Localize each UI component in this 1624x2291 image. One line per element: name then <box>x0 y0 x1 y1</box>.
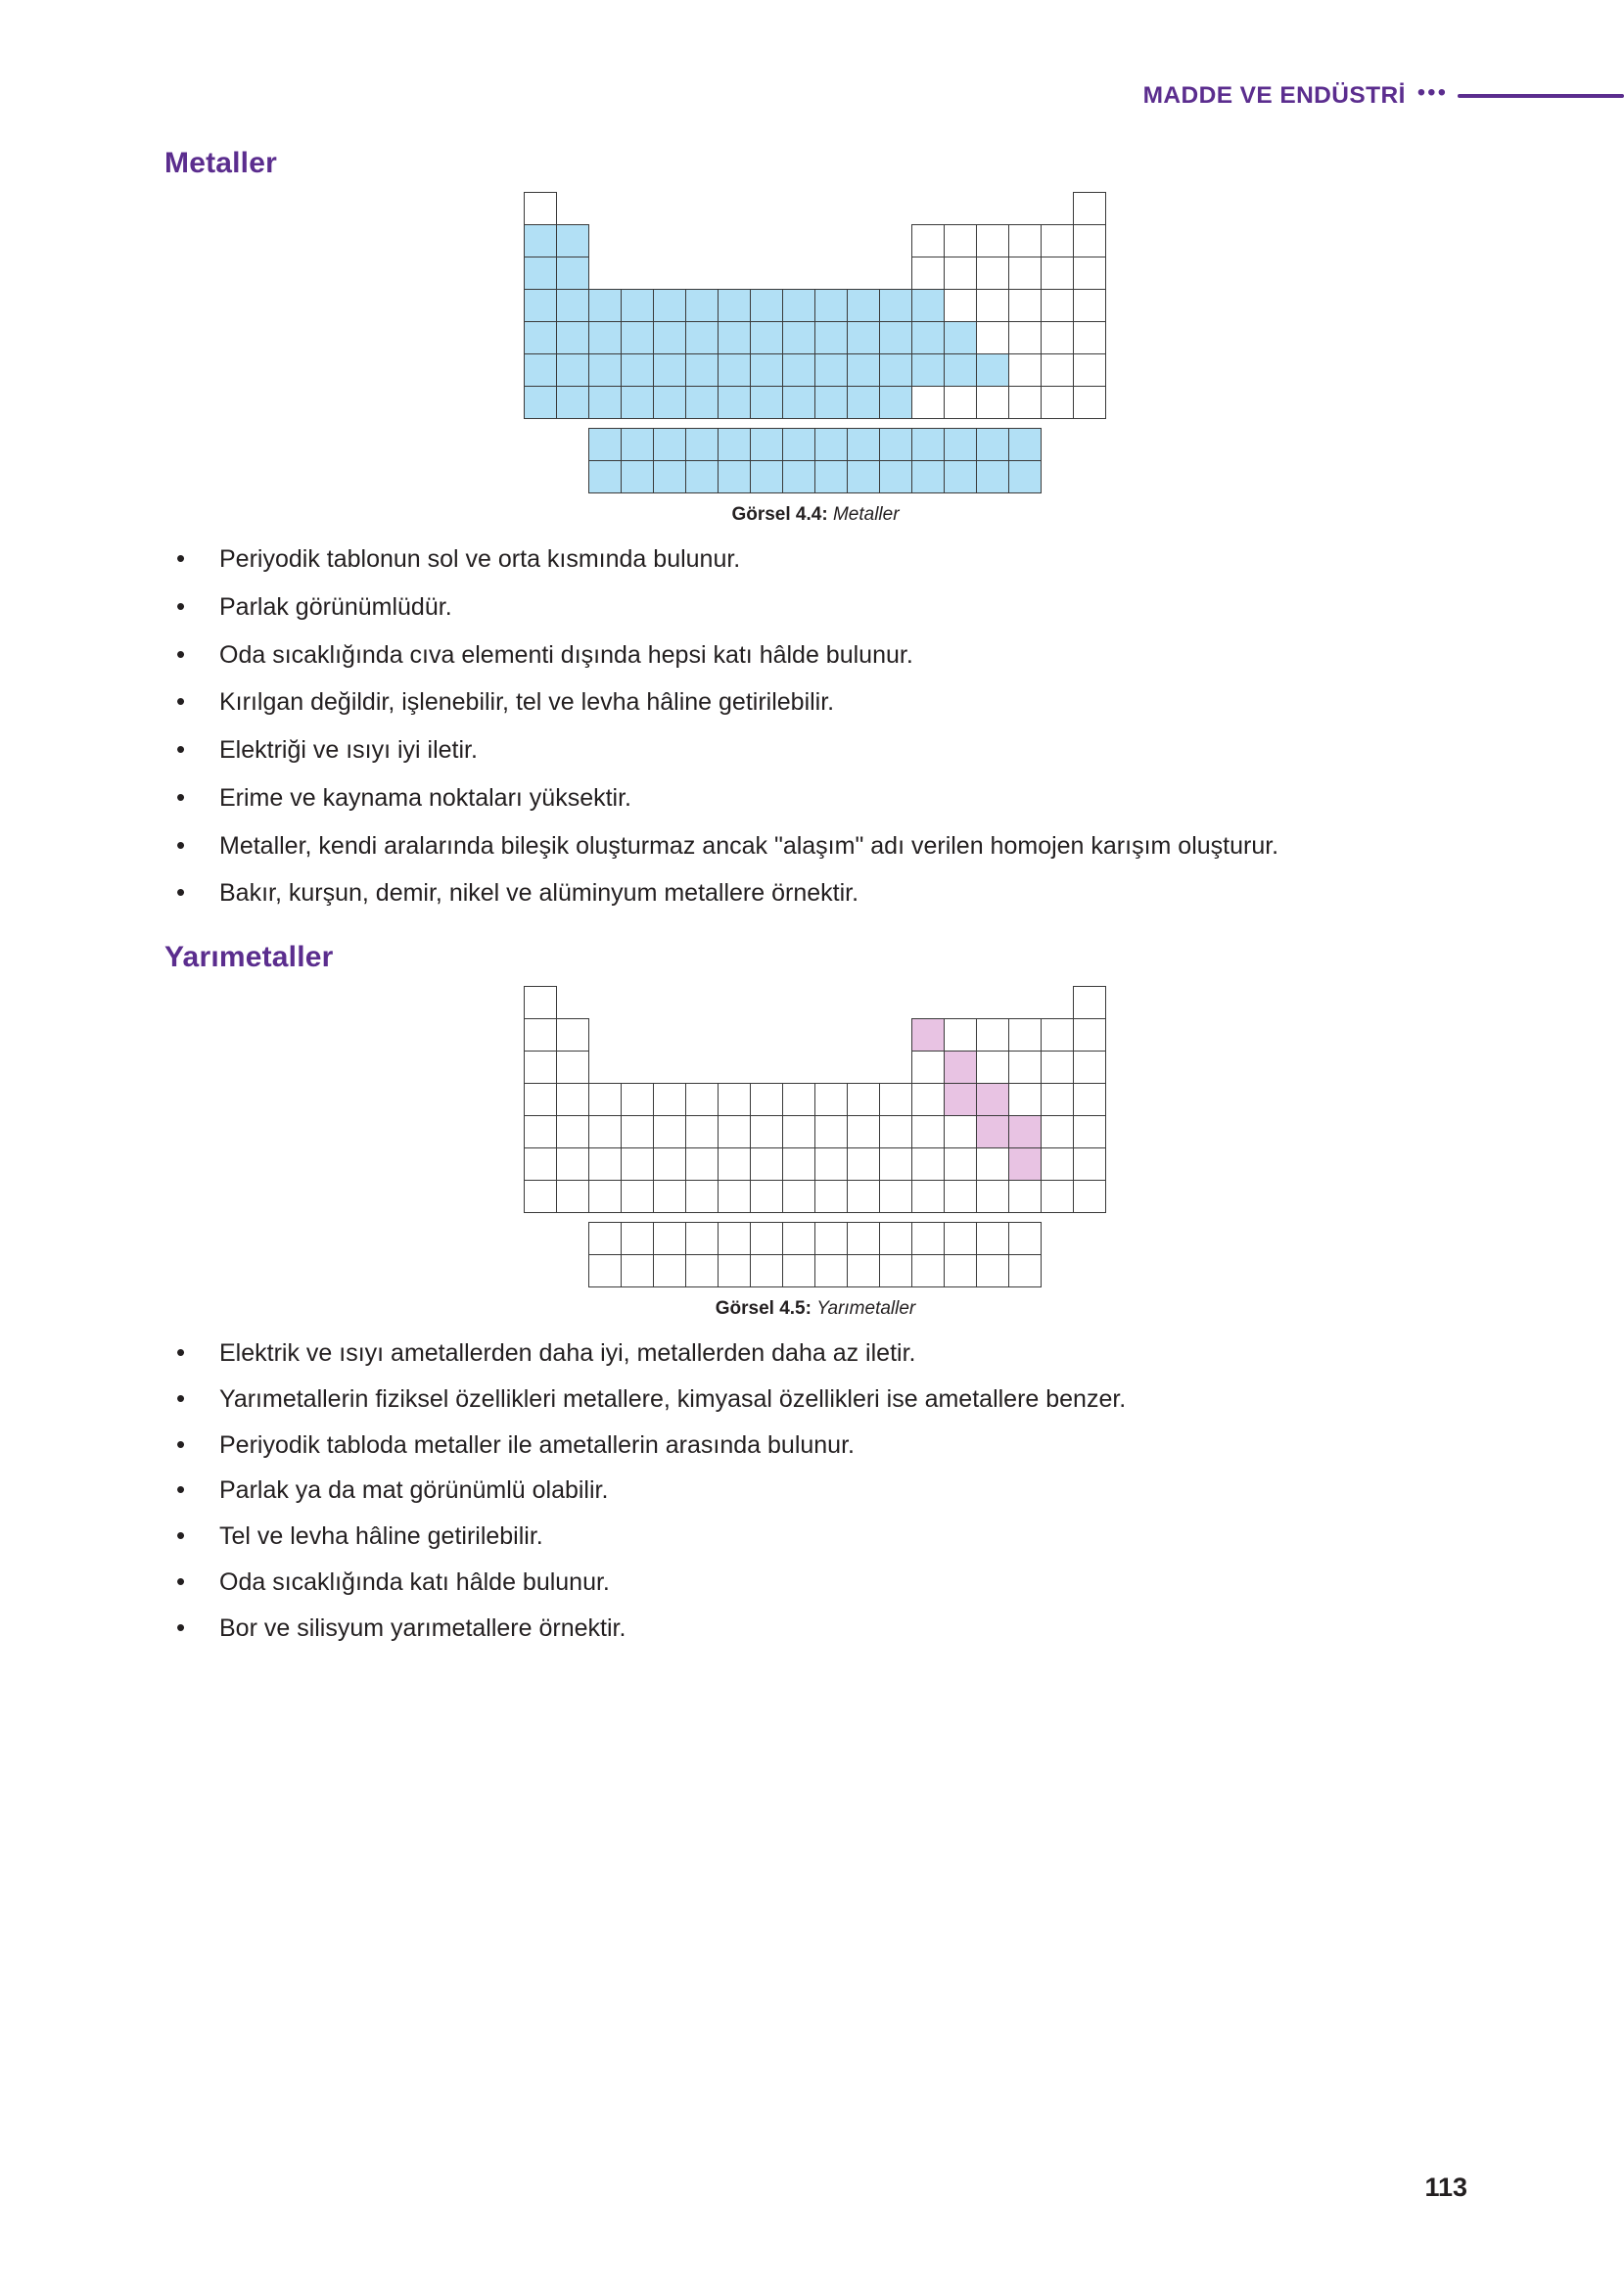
periodic-cell <box>556 353 589 387</box>
periodic-cell-fblock <box>750 460 783 493</box>
list-item: • Parlak görünümlüdür. <box>164 587 1466 628</box>
header-title: MADDE VE ENDÜSTRİ <box>1142 82 1406 109</box>
periodic-cell <box>944 1147 977 1181</box>
periodic-cell <box>621 1180 654 1213</box>
periodic-cell <box>556 289 589 322</box>
periodic-cell <box>814 386 848 419</box>
list-item: • Parlak ya da mat görünümlü olabilir. <box>164 1471 1466 1511</box>
periodic-cell <box>847 1115 880 1148</box>
periodic-cell <box>847 386 880 419</box>
periodic-cell <box>1073 1083 1106 1116</box>
periodic-cell <box>911 1051 945 1084</box>
periodic-cell-fblock <box>879 428 912 461</box>
periodic-cell <box>1008 1083 1042 1116</box>
periodic-cell <box>685 1147 719 1181</box>
periodic-cell-fblock <box>847 1254 880 1287</box>
periodic-cell <box>911 353 945 387</box>
periodic-cell <box>847 1147 880 1181</box>
periodic-cell <box>588 386 622 419</box>
figure-metaller <box>164 192 1466 526</box>
periodic-cell-fblock <box>718 460 751 493</box>
periodic-cell <box>524 192 557 225</box>
periodic-cell <box>1008 321 1042 354</box>
periodic-cell <box>782 1115 815 1148</box>
periodic-cell <box>1008 224 1042 257</box>
periodic-cell <box>976 1051 1009 1084</box>
periodic-cell-fblock <box>944 1254 977 1287</box>
periodic-cell <box>911 386 945 419</box>
periodic-cell <box>718 353 751 387</box>
periodic-cell <box>814 1115 848 1148</box>
periodic-cell <box>944 1115 977 1148</box>
periodic-cell-fblock <box>944 1222 977 1255</box>
periodic-cell <box>524 1147 557 1181</box>
list-item: • Elektrik ve ısıyı ametallerden daha iyi, metallerden daha az iletir. <box>164 1333 1466 1374</box>
periodic-cell <box>524 1083 557 1116</box>
periodic-cell <box>750 386 783 419</box>
periodic-cell <box>911 289 945 322</box>
periodic-cell <box>524 1018 557 1052</box>
periodic-cell-fblock <box>782 1254 815 1287</box>
periodic-cell <box>1008 1018 1042 1052</box>
periodic-cell <box>653 353 686 387</box>
periodic-cell <box>847 1083 880 1116</box>
periodic-cell-fblock <box>588 428 622 461</box>
periodic-cell <box>588 1180 622 1213</box>
periodic-cell-fblock <box>718 428 751 461</box>
periodic-cell <box>1041 257 1074 290</box>
periodic-cell-fblock <box>621 1254 654 1287</box>
list-item: • Kırılgan değildir, işlenebilir, tel ve levha hâline getirilebilir. <box>164 682 1466 723</box>
periodic-cell <box>653 1180 686 1213</box>
periodic-cell <box>976 1018 1009 1052</box>
periodic-cell <box>685 386 719 419</box>
periodic-cell <box>814 289 848 322</box>
periodic-cell <box>976 1115 1009 1148</box>
list-item: • Oda sıcaklığında katı hâlde bulunur. <box>164 1563 1466 1603</box>
periodic-cell-fblock <box>944 460 977 493</box>
figure-caption-4-4 <box>731 504 899 526</box>
periodic-cell <box>556 1051 589 1084</box>
periodic-cell <box>653 1083 686 1116</box>
figure-caption-text: Metaller <box>832 504 900 525</box>
periodic-cell <box>1041 289 1074 322</box>
periodic-cell <box>718 1180 751 1213</box>
periodic-cell <box>911 224 945 257</box>
periodic-cell-fblock <box>621 1222 654 1255</box>
periodic-cell-fblock <box>1008 1222 1042 1255</box>
list-item: • Bor ve silisyum yarımetallere örnektir. <box>164 1609 1466 1649</box>
periodic-cell-fblock <box>588 1222 622 1255</box>
periodic-cell <box>653 289 686 322</box>
section-title-metaller: Metaller <box>164 147 277 179</box>
periodic-cell-fblock <box>750 1222 783 1255</box>
periodic-cell <box>718 386 751 419</box>
periodic-cell <box>976 289 1009 322</box>
periodic-cell-fblock <box>621 460 654 493</box>
periodic-cell <box>588 1083 622 1116</box>
periodic-cell <box>944 386 977 419</box>
periodic-cell-fblock <box>976 460 1009 493</box>
list-item: • Periyodik tablonun sol ve orta kısmında bulunur. <box>164 539 1466 580</box>
periodic-cell <box>556 257 589 290</box>
periodic-table-metals <box>524 192 1107 494</box>
periodic-cell <box>588 289 622 322</box>
periodic-cell <box>524 289 557 322</box>
periodic-cell-fblock <box>588 1254 622 1287</box>
periodic-cell <box>718 1115 751 1148</box>
figure-caption-4-5 <box>716 1298 916 1320</box>
periodic-cell <box>718 1147 751 1181</box>
periodic-cell <box>976 224 1009 257</box>
periodic-cell <box>718 289 751 322</box>
list-item: • Tel ve levha hâline getirilebilir. <box>164 1517 1466 1557</box>
periodic-cell <box>588 321 622 354</box>
periodic-cell <box>653 1147 686 1181</box>
periodic-cell <box>1073 257 1106 290</box>
periodic-cell <box>944 1083 977 1116</box>
periodic-table-semimetals <box>524 986 1107 1288</box>
periodic-cell-fblock <box>847 1222 880 1255</box>
periodic-cell-fblock <box>685 428 719 461</box>
periodic-cell <box>524 1115 557 1148</box>
periodic-cell-fblock <box>782 460 815 493</box>
section-title-yarimetaller: Yarımetaller <box>164 941 334 973</box>
list-item: • Metaller, kendi aralarında bileşik oluşturmaz ancak "alaşım" adı verilen homojen karışım oluşturur. <box>164 826 1466 866</box>
periodic-cell-fblock <box>911 1254 945 1287</box>
periodic-cell <box>944 1018 977 1052</box>
periodic-cell <box>782 289 815 322</box>
periodic-cell-fblock <box>911 1222 945 1255</box>
periodic-cell <box>750 1180 783 1213</box>
periodic-cell-fblock <box>718 1254 751 1287</box>
page-number: 113 <box>1424 2173 1467 2202</box>
periodic-cell <box>1073 1115 1106 1148</box>
periodic-cell-fblock <box>847 428 880 461</box>
periodic-cell <box>879 1115 912 1148</box>
figure-yarimetaller <box>164 986 1466 1320</box>
periodic-cell-fblock <box>879 460 912 493</box>
periodic-cell-fblock <box>621 428 654 461</box>
periodic-cell <box>685 353 719 387</box>
periodic-cell <box>911 1115 945 1148</box>
periodic-cell <box>911 1147 945 1181</box>
periodic-cell <box>879 386 912 419</box>
periodic-cell <box>524 224 557 257</box>
periodic-cell <box>524 321 557 354</box>
periodic-cell <box>879 321 912 354</box>
periodic-cell <box>621 321 654 354</box>
periodic-cell <box>1041 1180 1074 1213</box>
periodic-cell <box>718 1083 751 1116</box>
header-rule-divider <box>1458 94 1624 98</box>
bullet-list-yarimetaller <box>164 1333 1466 1648</box>
periodic-cell <box>556 386 589 419</box>
periodic-cell <box>976 257 1009 290</box>
periodic-cell <box>782 321 815 354</box>
periodic-cell <box>944 224 977 257</box>
periodic-cell <box>1073 1051 1106 1084</box>
periodic-cell <box>750 289 783 322</box>
figure-caption-label: Görsel 4.5: <box>715 1298 812 1319</box>
periodic-cell <box>556 321 589 354</box>
periodic-cell <box>750 1083 783 1116</box>
periodic-cell <box>976 386 1009 419</box>
periodic-cell-fblock <box>814 1254 848 1287</box>
periodic-cell <box>685 1083 719 1116</box>
figure-caption-text: Yarımetaller <box>816 1298 916 1319</box>
periodic-cell <box>1073 986 1106 1019</box>
periodic-cell <box>750 321 783 354</box>
periodic-cell <box>911 321 945 354</box>
periodic-cell <box>814 1083 848 1116</box>
periodic-cell <box>1008 257 1042 290</box>
periodic-cell <box>1073 224 1106 257</box>
periodic-cell <box>814 1180 848 1213</box>
periodic-cell-fblock <box>750 428 783 461</box>
periodic-cell <box>1008 353 1042 387</box>
periodic-cell <box>879 1180 912 1213</box>
periodic-cell <box>911 1018 945 1052</box>
periodic-cell-fblock <box>879 1222 912 1255</box>
periodic-cell <box>944 353 977 387</box>
periodic-cell <box>1041 1115 1074 1148</box>
periodic-cell <box>976 353 1009 387</box>
periodic-cell <box>524 1180 557 1213</box>
periodic-cell-fblock <box>814 1222 848 1255</box>
periodic-cell <box>653 321 686 354</box>
periodic-cell <box>911 1180 945 1213</box>
list-item: • Yarımetallerin fiziksel özellikleri metallere, kimyasal özellikleri ise ametallere benzer. <box>164 1379 1466 1420</box>
periodic-cell <box>621 289 654 322</box>
periodic-cell <box>621 1147 654 1181</box>
periodic-cell <box>1041 321 1074 354</box>
periodic-cell-fblock <box>911 428 945 461</box>
periodic-cell-fblock <box>653 1222 686 1255</box>
periodic-cell <box>944 257 977 290</box>
list-item: • Erime ve kaynama noktaları yüksektir. <box>164 778 1466 818</box>
periodic-cell <box>814 1147 848 1181</box>
periodic-cell-fblock <box>1008 428 1042 461</box>
periodic-cell <box>1073 289 1106 322</box>
periodic-cell-fblock <box>653 1254 686 1287</box>
periodic-cell <box>976 1180 1009 1213</box>
periodic-cell <box>1041 353 1074 387</box>
periodic-cell <box>1073 386 1106 419</box>
periodic-cell <box>1008 1147 1042 1181</box>
periodic-cell-fblock <box>814 428 848 461</box>
periodic-cell-fblock <box>1008 460 1042 493</box>
periodic-cell <box>1041 1147 1074 1181</box>
periodic-cell <box>556 1180 589 1213</box>
periodic-cell <box>782 353 815 387</box>
periodic-cell <box>524 386 557 419</box>
list-item: • Periyodik tabloda metaller ile ametallerin arasında bulunur. <box>164 1426 1466 1466</box>
periodic-cell-fblock <box>976 1222 1009 1255</box>
page-content <box>164 147 1466 1654</box>
periodic-cell-fblock <box>976 1254 1009 1287</box>
list-item: • Elektriği ve ısıyı iyi iletir. <box>164 730 1466 771</box>
periodic-cell <box>1041 1018 1074 1052</box>
periodic-cell <box>653 1115 686 1148</box>
periodic-cell <box>1073 1147 1106 1181</box>
periodic-cell <box>1041 1051 1074 1084</box>
periodic-cell <box>524 1051 557 1084</box>
header-dots-icon: ••• <box>1416 79 1448 106</box>
periodic-cell <box>685 289 719 322</box>
periodic-cell <box>588 353 622 387</box>
periodic-cell <box>911 1083 945 1116</box>
periodic-cell <box>847 289 880 322</box>
periodic-cell <box>556 1083 589 1116</box>
periodic-cell <box>847 321 880 354</box>
periodic-cell-fblock <box>588 460 622 493</box>
periodic-cell-fblock <box>718 1222 751 1255</box>
periodic-cell-fblock <box>685 1222 719 1255</box>
periodic-cell <box>1008 289 1042 322</box>
periodic-cell <box>556 224 589 257</box>
periodic-cell <box>653 386 686 419</box>
periodic-cell <box>621 353 654 387</box>
periodic-cell-fblock <box>814 460 848 493</box>
periodic-cell-fblock <box>685 1254 719 1287</box>
bullet-list-metaller <box>164 539 1466 913</box>
periodic-cell <box>879 353 912 387</box>
periodic-cell <box>1041 1083 1074 1116</box>
periodic-cell <box>879 289 912 322</box>
periodic-cell-fblock <box>653 460 686 493</box>
periodic-cell <box>718 321 751 354</box>
periodic-cell <box>1073 321 1106 354</box>
periodic-cell <box>1008 386 1042 419</box>
periodic-cell-fblock <box>653 428 686 461</box>
periodic-cell-fblock <box>879 1254 912 1287</box>
periodic-cell <box>814 321 848 354</box>
periodic-cell <box>1041 386 1074 419</box>
periodic-cell-fblock <box>847 460 880 493</box>
periodic-cell <box>750 1147 783 1181</box>
periodic-cell <box>847 353 880 387</box>
periodic-cell <box>621 386 654 419</box>
periodic-cell <box>1008 1115 1042 1148</box>
page-header <box>0 76 1624 116</box>
periodic-cell-fblock <box>782 1222 815 1255</box>
periodic-cell <box>847 1180 880 1213</box>
periodic-cell <box>976 1147 1009 1181</box>
periodic-cell <box>782 1147 815 1181</box>
periodic-cell <box>750 1115 783 1148</box>
periodic-cell <box>814 353 848 387</box>
periodic-cell <box>911 257 945 290</box>
list-item: • Oda sıcaklığında cıva elementi dışında hepsi katı hâlde bulunur. <box>164 635 1466 676</box>
figure-caption-label: Görsel 4.4: <box>731 504 828 525</box>
periodic-cell <box>524 257 557 290</box>
periodic-cell <box>944 321 977 354</box>
periodic-cell <box>1008 1051 1042 1084</box>
periodic-cell-fblock <box>944 428 977 461</box>
periodic-cell <box>524 353 557 387</box>
periodic-cell <box>588 1115 622 1148</box>
periodic-cell <box>685 321 719 354</box>
periodic-cell-fblock <box>1008 1254 1042 1287</box>
periodic-cell-fblock <box>976 428 1009 461</box>
periodic-cell-fblock <box>750 1254 783 1287</box>
periodic-cell <box>685 1115 719 1148</box>
periodic-cell <box>556 1147 589 1181</box>
periodic-cell-fblock <box>782 428 815 461</box>
periodic-cell-fblock <box>685 460 719 493</box>
periodic-cell <box>976 1083 1009 1116</box>
periodic-cell <box>556 1115 589 1148</box>
periodic-cell <box>944 289 977 322</box>
periodic-cell <box>588 1147 622 1181</box>
periodic-cell <box>524 986 557 1019</box>
periodic-cell <box>621 1115 654 1148</box>
periodic-cell <box>782 386 815 419</box>
periodic-cell <box>1073 192 1106 225</box>
periodic-cell <box>1008 1180 1042 1213</box>
periodic-cell <box>685 1180 719 1213</box>
periodic-cell <box>1041 224 1074 257</box>
periodic-cell <box>621 1083 654 1116</box>
periodic-cell <box>879 1083 912 1116</box>
periodic-cell <box>1073 353 1106 387</box>
list-item: • Bakır, kurşun, demir, nikel ve alüminyum metallere örnektir. <box>164 873 1466 913</box>
periodic-cell <box>1073 1180 1106 1213</box>
periodic-cell <box>750 353 783 387</box>
periodic-cell <box>556 1018 589 1052</box>
periodic-cell <box>879 1147 912 1181</box>
periodic-cell <box>944 1051 977 1084</box>
periodic-cell <box>976 321 1009 354</box>
periodic-cell <box>944 1180 977 1213</box>
periodic-cell <box>782 1180 815 1213</box>
periodic-cell <box>782 1083 815 1116</box>
periodic-cell <box>1073 1018 1106 1052</box>
periodic-cell-fblock <box>911 460 945 493</box>
